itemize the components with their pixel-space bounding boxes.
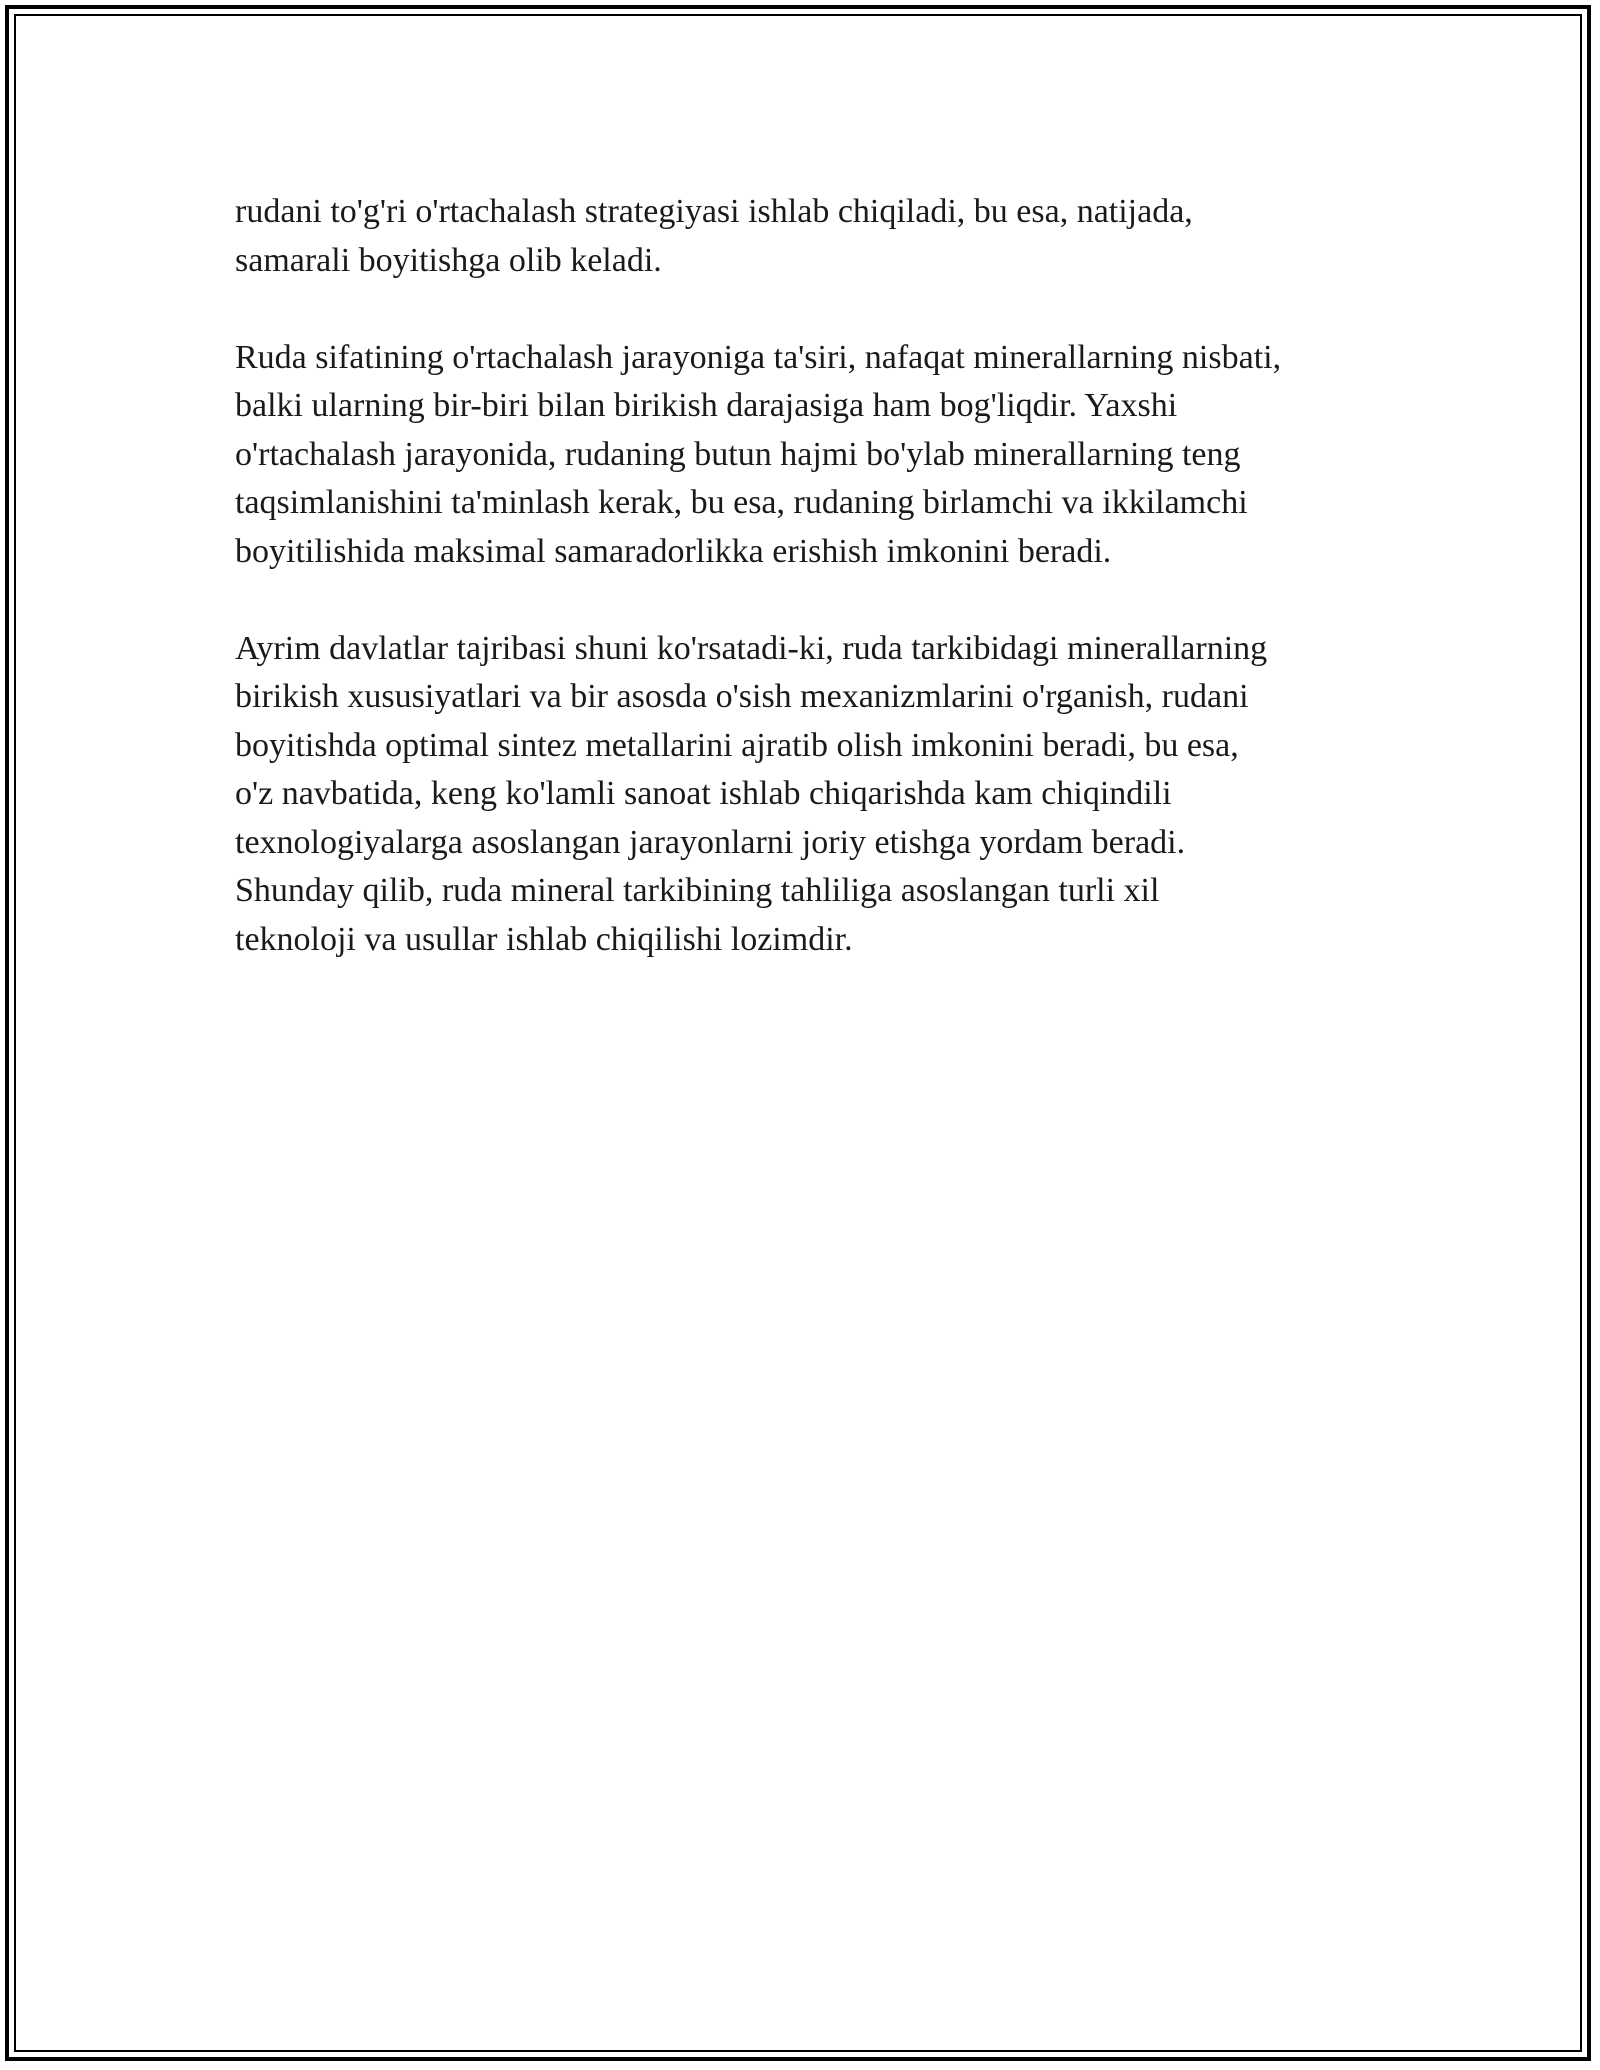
paragraph: Ruda sifatining o'rtachalash jarayoniga ta'siri, nafaqat minerallarning nisbati, balki ularning bir-biri bilan birikish darajasiga ham bog'liqdir. Yaxshi o'rtachalash jarayonida, rudaning butun hajmi bo'ylab minerallarning teng taqsimlanishini ta'minlash kerak, bu esa, rudaning birlamchi va ikkilamchi boyitilishida maksimal samaradorlikka erishish imkonini beradi. xyxy=(235,338,1282,570)
document-body xyxy=(235,188,1395,1013)
paragraph: rudani to'g'ri o'rtachalash strategiyasi ishlab chiqiladi, bu esa, natijada, samarali boyitishga olib keladi. xyxy=(235,193,1193,279)
paragraph: Ayrim davlatlar tajribasi shuni ko'rsatadi-ki, ruda tarkibidagi minerallarning birikish xususiyatlari va bir asosda o'sish mexanizmlarini o'rganish, rudani boyitishda optimal sintez metallarini ajratib olish imkonini beradi, bu esa, o'z navbatida, keng ko'lamli sanoat ishlab chiqarishda kam chiqindili texnologiyalarga asoslangan jarayonlarni joriy etishga yordam beradi. Shunday qilib, ruda mineral tarkibining tahliliga asoslangan turli xil teknoloji va usullar ishlab chiqilishi lozimdir. xyxy=(235,629,1268,958)
